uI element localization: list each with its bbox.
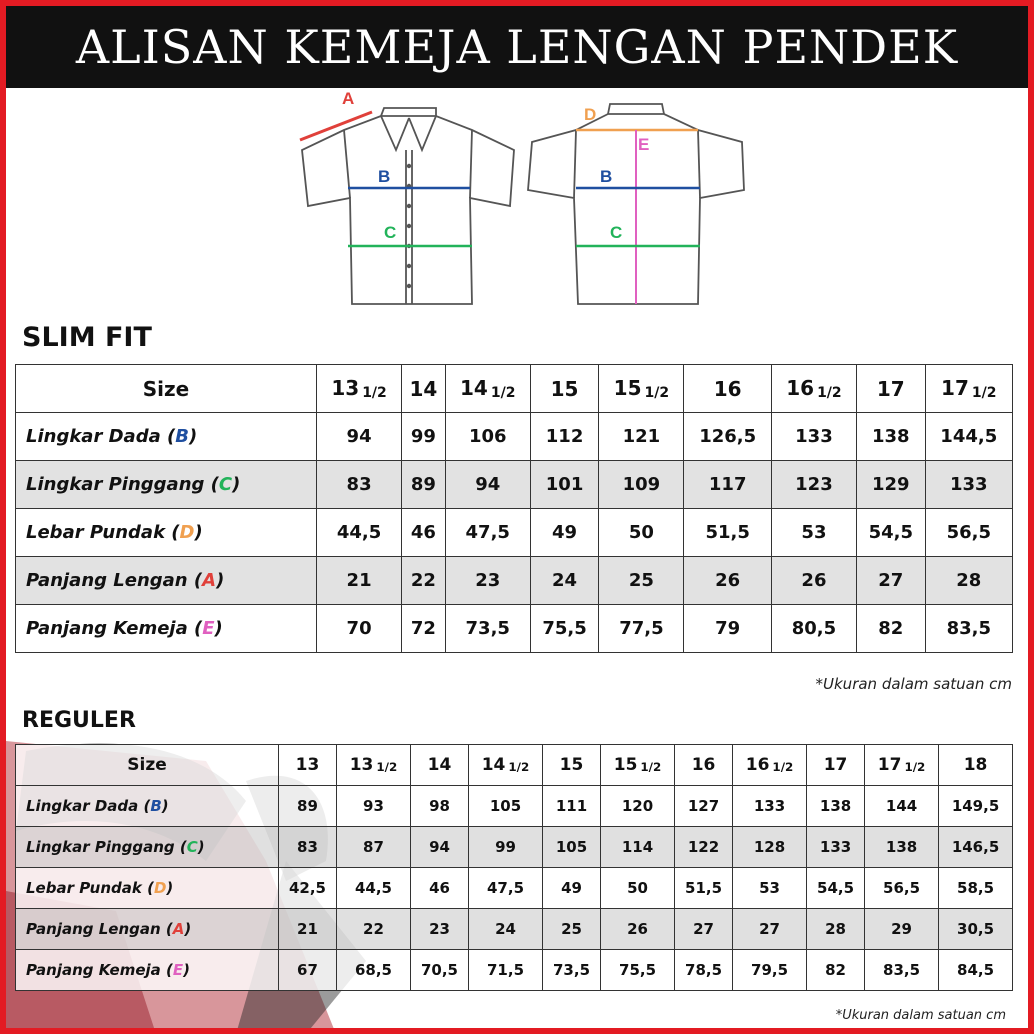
- table-cell: 112: [530, 413, 599, 461]
- row-label: [16, 509, 317, 557]
- row-label: [16, 950, 279, 991]
- size-header-cell: [857, 365, 926, 413]
- row-label: [16, 413, 317, 461]
- table-cell: 28: [807, 909, 865, 950]
- table-row: [16, 909, 1013, 950]
- size-header-cell: [445, 365, 530, 413]
- size-number: 15: [559, 755, 584, 775]
- row-label: [16, 827, 279, 868]
- row-label-text: Lingkar Pinggang (: [26, 838, 187, 856]
- diagram-label-a: A: [342, 90, 355, 108]
- size-number: 16: [691, 755, 716, 775]
- table-cell: 42,5: [279, 868, 337, 909]
- table-cell: 27: [733, 909, 807, 950]
- table-cell: 94: [317, 413, 402, 461]
- measure-code: E: [202, 618, 215, 639]
- reguler-title: REGULER: [22, 708, 136, 733]
- size-half: 1/2: [817, 384, 842, 401]
- size-header-cell: [530, 365, 599, 413]
- table-cell: 23: [445, 557, 530, 605]
- row-label-text: Lingkar Dada (: [26, 797, 151, 815]
- size-number: 15: [613, 755, 638, 775]
- table-cell: 133: [733, 786, 807, 827]
- size-number: 14: [481, 755, 506, 775]
- size-number: 18: [963, 755, 988, 775]
- measure-code: A: [202, 570, 217, 591]
- size-number: 16: [713, 376, 742, 401]
- page-title: ALISAN KEMEJA LENGAN PENDEK: [6, 6, 1028, 88]
- row-label-text: Lebar Pundak (: [26, 522, 180, 543]
- size-header-cell: [807, 745, 865, 786]
- row-label-text: Panjang Lengan (: [26, 920, 173, 938]
- measure-code: B: [150, 797, 162, 815]
- size-number: 13: [295, 755, 320, 775]
- row-label-text: Panjang Kemeja (: [26, 618, 203, 639]
- table-cell: 94: [445, 461, 530, 509]
- table-cell: 70: [317, 605, 402, 653]
- table-cell: 83,5: [865, 950, 939, 991]
- size-number: 16: [745, 755, 770, 775]
- table-row: [16, 605, 1013, 653]
- table-cell: 94: [411, 827, 469, 868]
- table-cell: 56,5: [925, 509, 1012, 557]
- table-row: [16, 413, 1013, 461]
- size-number: 17: [823, 755, 848, 775]
- table-cell: 50: [601, 868, 675, 909]
- table-cell: 105: [543, 827, 601, 868]
- table-cell: 51,5: [684, 509, 771, 557]
- table-cell: 75,5: [601, 950, 675, 991]
- table-cell: 25: [599, 557, 684, 605]
- table-cell: 71,5: [468, 950, 542, 991]
- measure-code: E: [172, 961, 184, 979]
- table-cell: 26: [601, 909, 675, 950]
- row-label-close: ): [166, 879, 174, 897]
- table-cell: 133: [807, 827, 865, 868]
- table-cell: 47,5: [468, 868, 542, 909]
- row-label-text: Panjang Kemeja (: [26, 961, 173, 979]
- table-cell: 80,5: [771, 605, 856, 653]
- table-cell: 79: [684, 605, 771, 653]
- row-label-close: ): [216, 570, 225, 591]
- table-cell: 44,5: [317, 509, 402, 557]
- size-number: 13: [331, 376, 360, 401]
- table-cell: 82: [807, 950, 865, 991]
- reguler-table: [15, 744, 1013, 991]
- table-row: [16, 786, 1013, 827]
- size-header-cell: [402, 365, 446, 413]
- row-label: [16, 605, 317, 653]
- row-label-close: ): [183, 961, 190, 979]
- size-header-cell: [279, 745, 337, 786]
- table-cell: 89: [402, 461, 446, 509]
- table-cell: 98: [411, 786, 469, 827]
- table-cell: 99: [468, 827, 542, 868]
- table-cell: 26: [684, 557, 771, 605]
- size-header-cell: [317, 365, 402, 413]
- size-header-cell: [925, 365, 1012, 413]
- row-label: [16, 557, 317, 605]
- table-cell: 105: [468, 786, 542, 827]
- table-cell: 49: [543, 868, 601, 909]
- size-number: 16: [786, 376, 815, 401]
- table-cell: 126,5: [684, 413, 771, 461]
- reguler-unit-note: *Ukuran dalam satuan cm: [835, 1008, 1006, 1023]
- diagram-label-c-back: C: [610, 223, 623, 242]
- table-row: [16, 509, 1013, 557]
- size-number: 15: [613, 376, 642, 401]
- table-cell: 106: [445, 413, 530, 461]
- diagram-label-b-back: B: [600, 167, 613, 186]
- table-cell: 84,5: [939, 950, 1013, 991]
- table-cell: 73,5: [445, 605, 530, 653]
- table-cell: 22: [402, 557, 446, 605]
- table-cell: 25: [543, 909, 601, 950]
- size-header-cell: [684, 365, 771, 413]
- table-cell: 30,5: [939, 909, 1013, 950]
- table-cell: 78,5: [675, 950, 733, 991]
- row-label-text: Lingkar Pinggang (: [26, 474, 219, 495]
- size-half: 1/2: [376, 760, 398, 775]
- row-label-close: ): [161, 797, 169, 815]
- table-cell: 133: [925, 461, 1012, 509]
- row-label-close: ): [197, 838, 205, 856]
- table-row: [16, 950, 1013, 991]
- table-cell: 53: [771, 509, 856, 557]
- size-half: 1/2: [644, 384, 670, 401]
- table-cell: 49: [530, 509, 599, 557]
- size-header-cell: [601, 745, 675, 786]
- table-cell: 77,5: [599, 605, 684, 653]
- table-cell: 29: [865, 909, 939, 950]
- measure-code: D: [153, 879, 167, 897]
- table-cell: 111: [543, 786, 601, 827]
- table-cell: 99: [402, 413, 446, 461]
- table-cell: 24: [530, 557, 599, 605]
- size-header-cell: [771, 365, 856, 413]
- slim-fit-title: SLIM FIT: [22, 322, 152, 353]
- table-cell: 83,5: [925, 605, 1012, 653]
- row-label: [16, 868, 279, 909]
- size-half: 1/2: [772, 760, 794, 775]
- row-label-close: ): [214, 618, 223, 639]
- measure-code: D: [179, 522, 195, 543]
- table-cell: 138: [857, 413, 926, 461]
- table-cell: 58,5: [939, 868, 1013, 909]
- size-header-cell: [865, 745, 939, 786]
- table-cell: 54,5: [857, 509, 926, 557]
- size-header-cell: [543, 745, 601, 786]
- table-cell: 120: [601, 786, 675, 827]
- table-cell: 44,5: [336, 868, 410, 909]
- table-cell: 22: [336, 909, 410, 950]
- diagram-label-d: D: [584, 105, 597, 124]
- table-cell: 144,5: [925, 413, 1012, 461]
- table-cell: 146,5: [939, 827, 1013, 868]
- size-header-cell: [939, 745, 1013, 786]
- table-cell: 128: [733, 827, 807, 868]
- row-label: [16, 786, 279, 827]
- table-cell: 149,5: [939, 786, 1013, 827]
- size-number: 14: [427, 755, 452, 775]
- table-cell: 121: [599, 413, 684, 461]
- table-cell: 89: [279, 786, 337, 827]
- size-half: 1/2: [508, 760, 530, 775]
- table-row: [16, 868, 1013, 909]
- table-cell: 75,5: [530, 605, 599, 653]
- table-cell: 70,5: [411, 950, 469, 991]
- row-label-close: ): [194, 522, 203, 543]
- row-label-close: ): [232, 474, 241, 495]
- size-number: 17: [876, 376, 905, 401]
- table-cell: 26: [771, 557, 856, 605]
- size-header-cell: [411, 745, 469, 786]
- size-half: 1/2: [904, 760, 926, 775]
- measure-code: A: [172, 920, 185, 938]
- table-cell: 122: [675, 827, 733, 868]
- size-half: 1/2: [640, 760, 662, 775]
- table-cell: 21: [279, 909, 337, 950]
- diagram-label-c-front: C: [384, 223, 397, 242]
- table-cell: 27: [857, 557, 926, 605]
- table-cell: 138: [807, 786, 865, 827]
- table-cell: 23: [411, 909, 469, 950]
- table-cell: 21: [317, 557, 402, 605]
- table-cell: 138: [865, 827, 939, 868]
- table-cell: 129: [857, 461, 926, 509]
- table-cell: 127: [675, 786, 733, 827]
- size-header-label: Size: [16, 365, 317, 413]
- table-cell: 101: [530, 461, 599, 509]
- row-label-close: ): [188, 426, 198, 447]
- size-header-row: [16, 365, 1013, 413]
- row-label-text: Lingkar Dada (: [26, 426, 176, 447]
- row-label: [16, 461, 317, 509]
- table-cell: 53: [733, 868, 807, 909]
- size-number: 17: [877, 755, 902, 775]
- table-cell: 47,5: [445, 509, 530, 557]
- table-cell: 117: [684, 461, 771, 509]
- table-row: [16, 557, 1013, 605]
- size-header-row: [16, 745, 1013, 786]
- table-cell: 27: [675, 909, 733, 950]
- size-header-cell: [468, 745, 542, 786]
- size-half: 1/2: [362, 384, 387, 401]
- table-cell: 82: [857, 605, 926, 653]
- table-cell: 50: [599, 509, 684, 557]
- table-cell: 67: [279, 950, 337, 991]
- table-cell: 144: [865, 786, 939, 827]
- table-cell: 51,5: [675, 868, 733, 909]
- size-header-cell: [675, 745, 733, 786]
- measure-code: B: [175, 426, 189, 447]
- size-header-cell: [733, 745, 807, 786]
- size-number: 17: [941, 376, 969, 401]
- table-cell: 54,5: [807, 868, 865, 909]
- table-cell: 109: [599, 461, 684, 509]
- table-cell: 56,5: [865, 868, 939, 909]
- row-label: [16, 909, 279, 950]
- size-header-cell: [599, 365, 684, 413]
- size-number: 14: [409, 376, 438, 401]
- row-label-close: ): [184, 920, 192, 938]
- table-cell: 133: [771, 413, 856, 461]
- table-row: [16, 827, 1013, 868]
- table-cell: 83: [279, 827, 337, 868]
- diagram-label-b-front: B: [378, 167, 391, 186]
- table-cell: 24: [468, 909, 542, 950]
- table-cell: 114: [601, 827, 675, 868]
- row-label-text: Lebar Pundak (: [26, 879, 154, 897]
- diagram-label-e: E: [638, 135, 650, 154]
- table-cell: 68,5: [336, 950, 410, 991]
- table-cell: 46: [402, 509, 446, 557]
- table-cell: 72: [402, 605, 446, 653]
- shirt-diagrams: [286, 90, 766, 322]
- table-cell: 87: [336, 827, 410, 868]
- size-half: 1/2: [490, 384, 516, 401]
- table-cell: 123: [771, 461, 856, 509]
- table-row: [16, 461, 1013, 509]
- measure-code: C: [218, 474, 233, 495]
- slim-fit-table: [15, 364, 1013, 653]
- size-number: 15: [550, 376, 579, 401]
- measure-code: C: [186, 838, 198, 856]
- slim-fit-unit-note: *Ukuran dalam satuan cm: [815, 675, 1012, 693]
- size-number: 14: [460, 376, 488, 401]
- table-cell: 28: [925, 557, 1012, 605]
- size-number: 13: [349, 755, 374, 775]
- row-label-text: Panjang Lengan (: [26, 570, 203, 591]
- table-cell: 83: [317, 461, 402, 509]
- size-header-label: Size: [16, 745, 279, 786]
- size-header-cell: [336, 745, 410, 786]
- size-half: 1/2: [971, 384, 997, 401]
- table-cell: 93: [336, 786, 410, 827]
- table-cell: 46: [411, 868, 469, 909]
- table-cell: 73,5: [543, 950, 601, 991]
- table-cell: 79,5: [733, 950, 807, 991]
